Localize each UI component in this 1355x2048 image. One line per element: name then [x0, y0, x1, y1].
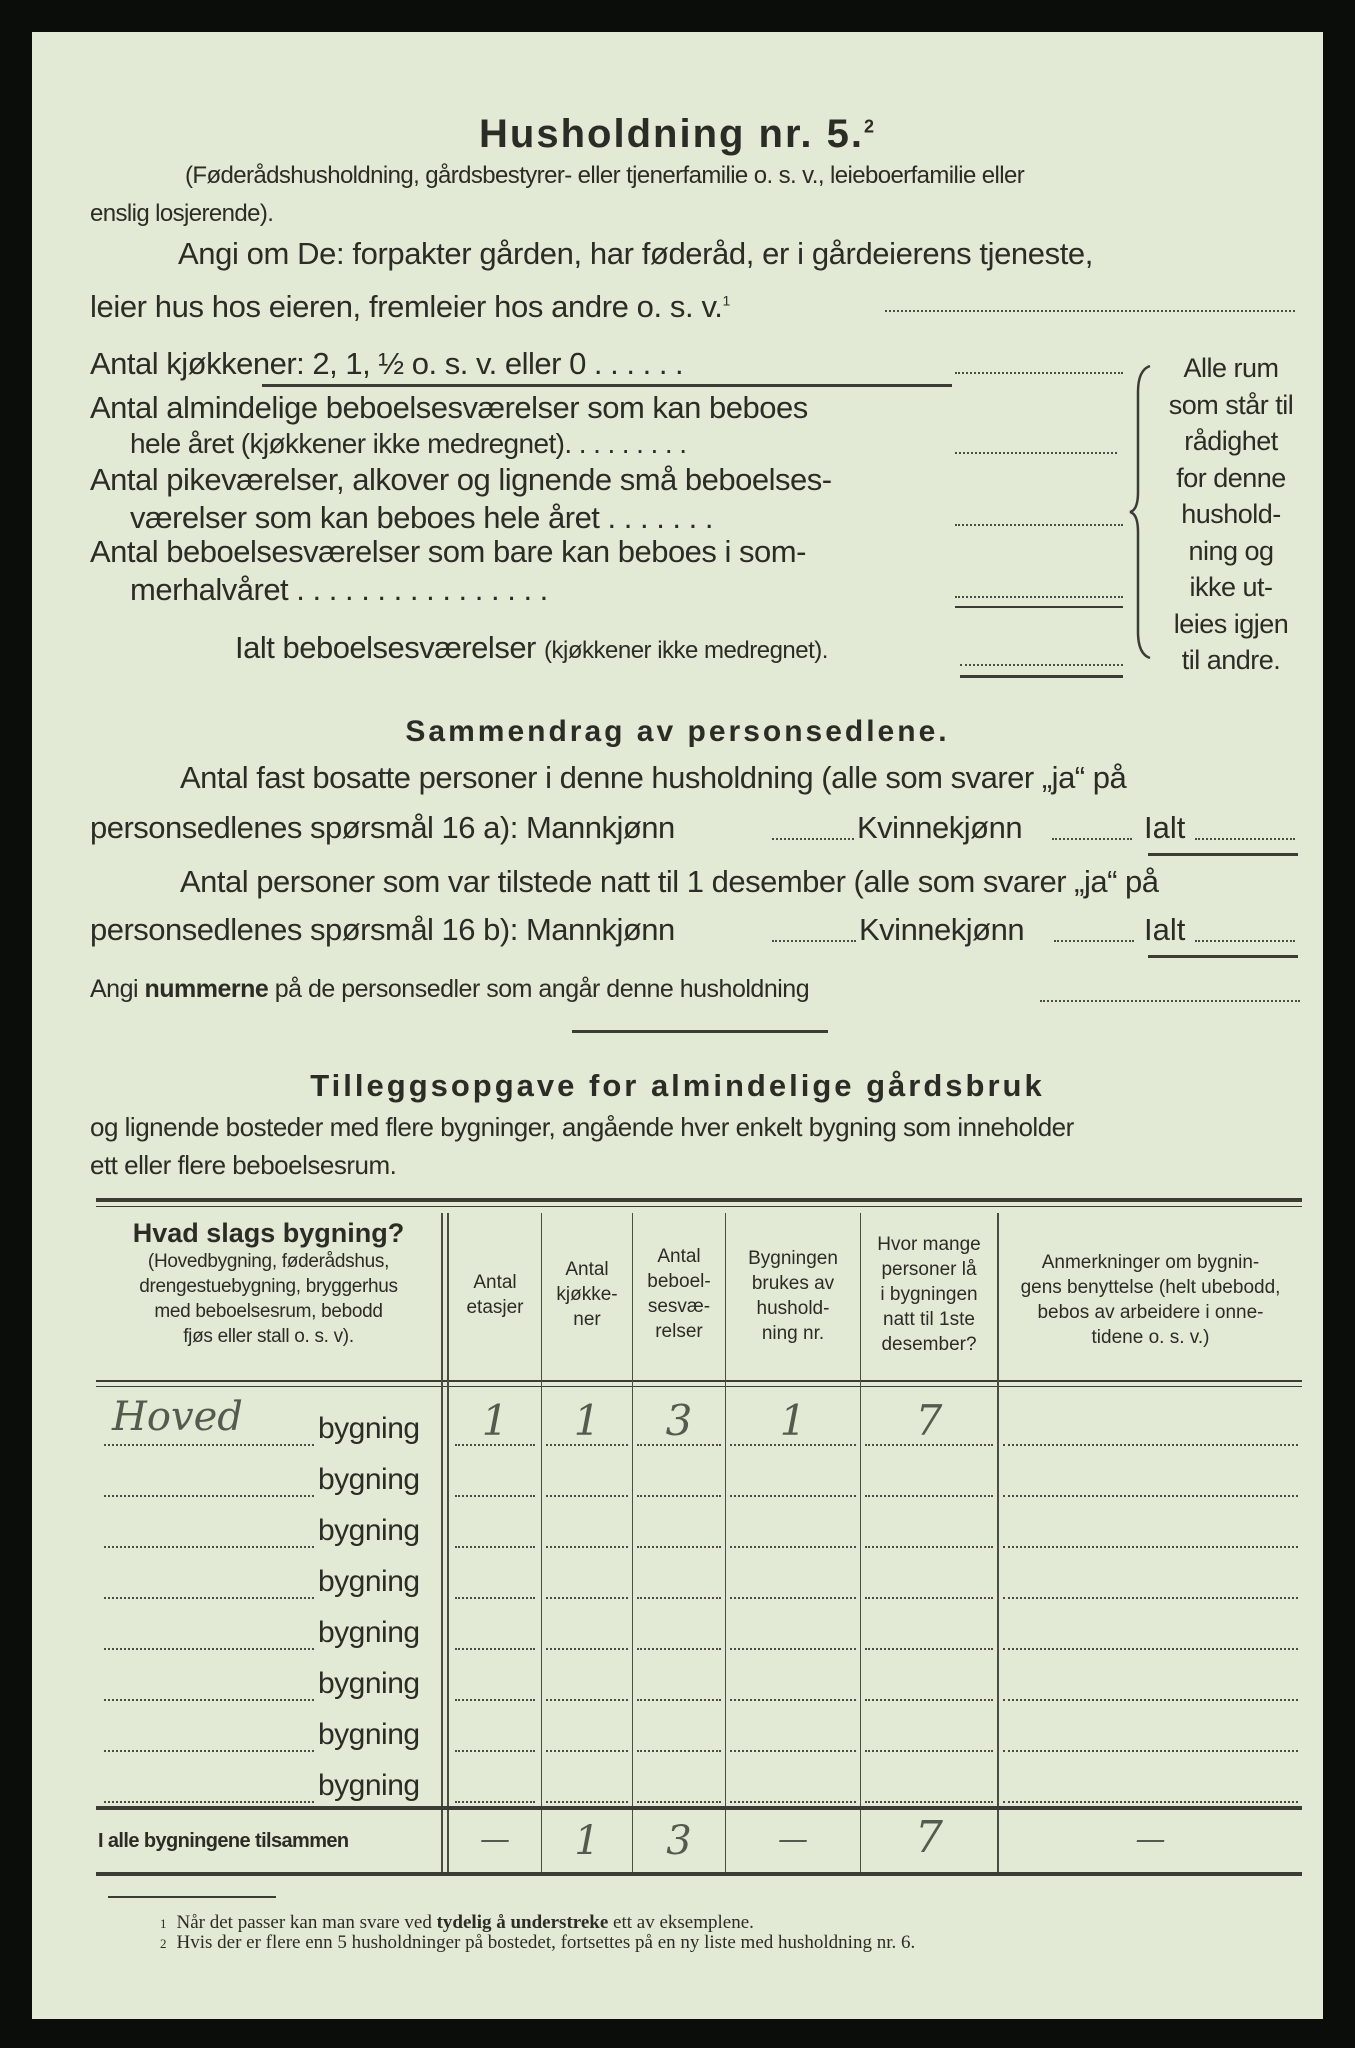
question-line-1: Angi om De: forpakter gården, har føderåd, er i gårdeierens tjeneste,: [178, 236, 1093, 271]
header-line: etasjer: [466, 1297, 524, 1318]
q1-female-field[interactable]: [1052, 838, 1132, 840]
row-suffix-label: bygning: [318, 1616, 420, 1649]
side-note-line: ning og: [1188, 535, 1274, 566]
building-type-line: [104, 1546, 314, 1548]
side-note-line: hushold-: [1181, 499, 1281, 529]
divider: [1148, 853, 1298, 856]
supplement-intro-line-1: og lignende bosteder med flere bygninger, angående hver enkelt bygning som inneholder: [90, 1112, 1074, 1142]
footnote-divider: [108, 1896, 276, 1898]
total-household-no[interactable]: —: [778, 1822, 808, 1857]
desc-line: drengestuebygning, bryggerhus: [139, 1276, 398, 1297]
row-suffix-label: bygning: [318, 1718, 420, 1751]
row-suffix-label: bygning: [318, 1463, 420, 1496]
rooms-kitchens-label: Antal kjøkkener: 2, 1, ½ o. s. v. eller 0 . . . . . .: [90, 346, 684, 381]
cell-line: [1003, 1444, 1298, 1446]
q2-male-label: personsedlenes spørsmål 16 b): Mannkjønn: [90, 912, 675, 947]
cell-line: [637, 1597, 721, 1599]
header-line: gens benyttelse (helt ubebodd,: [1020, 1277, 1281, 1298]
cell-line: [730, 1750, 856, 1752]
cell-line: [730, 1801, 856, 1803]
cell-line: [455, 1699, 535, 1701]
rooms-regular-label-1: Antal almindelige beboelsesværelser som kan beboes: [90, 390, 808, 425]
summary-q2-line-1: Antal personer som var tilstede natt til 1 desember (alle som svarer „ja“ på: [180, 864, 1159, 899]
header-line: relser: [655, 1321, 703, 1342]
cell-line: [546, 1699, 628, 1701]
side-note-line: til andre.: [1181, 645, 1281, 675]
side-note-line: leies igjen: [1173, 608, 1289, 639]
table-total-top: [96, 1806, 1302, 1810]
cell-line: [1003, 1699, 1298, 1701]
cell-line: [730, 1546, 856, 1548]
cell-line: [865, 1801, 993, 1803]
cell-line: [546, 1648, 628, 1650]
cell-line: [1003, 1801, 1298, 1803]
brace-icon: [1128, 362, 1158, 662]
column-header-remarks: [999, 1250, 1302, 1350]
header-line: i bygningen: [880, 1284, 978, 1305]
building-type-line: [104, 1750, 314, 1752]
q2-male-field[interactable]: [772, 940, 856, 942]
cell-personer[interactable]: 7: [915, 1396, 943, 1445]
divider: [960, 675, 1123, 678]
cell-line: [546, 1546, 628, 1548]
table-header-bottom: [96, 1380, 1302, 1382]
column-header-household-no: [726, 1246, 860, 1346]
side-note-line: rådighet: [1184, 426, 1278, 456]
cell-line: [865, 1546, 993, 1548]
column-header-kitchens: [542, 1257, 632, 1332]
rooms-total-label: [235, 630, 828, 666]
cell-line: [546, 1495, 628, 1497]
row-suffix-label: bygning: [318, 1514, 420, 1547]
cell-line: [865, 1750, 993, 1752]
footnote: [160, 1912, 754, 1934]
person-numbers-field[interactable]: [1040, 1000, 1300, 1002]
table-top-border: [96, 1206, 1302, 1207]
cell-line: [637, 1750, 721, 1752]
cell-line: [730, 1495, 856, 1497]
kitchens-field[interactable]: [955, 372, 1123, 374]
supplement-heading: Tilleggsopgave for almindelige gårdsbruk: [310, 1068, 1045, 1103]
header-line: Hvor mange: [877, 1234, 981, 1255]
census-form-page: [32, 32, 1323, 2019]
cell-line: [1003, 1597, 1298, 1599]
numbers-prefix: Angi: [90, 975, 145, 1003]
cell-vaerelser[interactable]: 3: [665, 1396, 693, 1445]
rooms-regular-label-2: hele året (kjøkkener ikke medregnet). . . . . . . . .: [130, 428, 687, 459]
row-suffix-label: bygning: [318, 1667, 420, 1700]
cell-line: [546, 1597, 628, 1599]
cell-line: [637, 1546, 721, 1548]
header-line: bebos av arbeidere i onne-: [1037, 1302, 1264, 1323]
building-type-line: [104, 1597, 314, 1599]
cell-line: [1003, 1750, 1298, 1752]
person-numbers-label: [90, 975, 809, 1004]
summary-q1-line-1: Antal fast bosatte personer i denne husholdning (alle som svarer „ja“ på: [180, 760, 1127, 795]
building-type-line: [104, 1495, 314, 1497]
cell-kjokkener[interactable]: 1: [573, 1396, 601, 1445]
question-line-2: [90, 289, 730, 325]
header-line: hushold-: [756, 1298, 830, 1319]
cell-line: [455, 1495, 535, 1497]
cell-line: [730, 1699, 856, 1701]
side-note-line: som står til: [1168, 389, 1294, 420]
rooms-summer-label-1: Antal beboelsesværelser som bare kan beboes i som-: [90, 534, 806, 569]
cell-line: [637, 1495, 721, 1497]
cell-etasjer[interactable]: 1: [481, 1396, 509, 1445]
total-persons[interactable]: 7: [915, 1812, 943, 1863]
total-remarks[interactable]: —: [1135, 1822, 1166, 1857]
building-type-desc: [96, 1249, 441, 1349]
table-top-border: [96, 1198, 1302, 1202]
footnote-text: Når det passer kan man svare ved: [176, 1912, 437, 1933]
header-line: beboel-: [647, 1271, 711, 1292]
column-header-building-type: [96, 1218, 441, 1349]
cell-line: [455, 1597, 535, 1599]
header-line: natt til 1ste: [883, 1309, 975, 1330]
cell-line: [455, 1648, 535, 1650]
cell-line: [546, 1801, 628, 1803]
building-type-line: [104, 1801, 314, 1803]
numbers-suffix: på de personsedler som angår denne husholdning: [268, 975, 810, 1003]
q2-female-field[interactable]: [1054, 940, 1134, 942]
header-line: ner: [573, 1309, 601, 1330]
total-row-label: I alle bygningene tilsammen: [98, 1830, 349, 1852]
building-type-line: [104, 1648, 314, 1650]
header-line: Bygningen: [748, 1248, 838, 1269]
footnote-bold: tydelig å understreke: [436, 1912, 609, 1933]
title-footnote-ref: 2: [863, 116, 876, 137]
rooms-total-field[interactable]: [960, 664, 1123, 666]
subtitle-line-1: (Føderådshusholdning, gårdsbestyrer- eller tjenerfamilie o. s. v., leieboerfamilie eller: [185, 162, 1025, 189]
row-suffix-label: bygning: [318, 1565, 420, 1598]
cell-line: [730, 1648, 856, 1650]
summary-heading: Sammendrag av personsedlene.: [405, 715, 950, 748]
cell-line: [730, 1597, 856, 1599]
q2-female-label: Kvinnekjønn: [859, 912, 1025, 947]
question-footnote-ref: 1: [722, 292, 730, 309]
header-line: brukes av: [751, 1273, 835, 1294]
cell-line: [865, 1699, 993, 1701]
rooms-small-label-2: værelser som kan beboes hele året . . . . . . .: [130, 500, 713, 535]
small-rooms-field[interactable]: [955, 524, 1123, 526]
divider: [1148, 955, 1298, 958]
cell-husholdning[interactable]: 1: [779, 1396, 807, 1445]
total-kitchens[interactable]: 1: [574, 1818, 600, 1864]
rooms-summer-label-2: merhalvåret . . . . . . . . . . . . . . . .: [130, 572, 548, 607]
cell-line: [1003, 1648, 1298, 1650]
header-line: personer lå: [881, 1259, 977, 1280]
numbers-bold: nummerne: [144, 975, 269, 1003]
tenure-answer-field[interactable]: [885, 310, 1295, 312]
building-type-title: Hvad slags bygning?: [132, 1218, 405, 1248]
desc-line: (Hovedbygning, føderådshus,: [147, 1251, 390, 1272]
q1-total-label: Ialt: [1144, 810, 1186, 845]
building-type-line: [104, 1444, 314, 1446]
q1-male-field[interactable]: [772, 838, 854, 840]
rooms-total-note: (kjøkkener ikke medregnet).: [544, 637, 828, 664]
footnote-text: Hvis der er flere enn 5 husholdninger på bostedet, fortsettes på en ny liste med husholdning nr. 6.: [176, 1932, 916, 1953]
question-line-2-text: leier hus hos eieren, fremleier hos andre o. s. v.: [90, 289, 723, 324]
column-header-floors: [449, 1270, 541, 1320]
row-suffix-label: bygning: [318, 1412, 420, 1445]
rooms-total-text: Ialt beboelsesværelser: [235, 630, 536, 665]
header-line: sesvæ-: [647, 1296, 711, 1317]
total-rooms[interactable]: 3: [666, 1818, 692, 1864]
table-header-bottom: [96, 1386, 1302, 1387]
section-divider: [572, 1030, 828, 1033]
side-note-line: ikke ut-: [1189, 572, 1273, 602]
cell-line: [1003, 1546, 1298, 1548]
side-note-line: for denne: [1176, 462, 1286, 493]
column-header-rooms: [633, 1244, 725, 1344]
footnote-text-post: ett av eksemplene.: [608, 1912, 754, 1933]
supplement-intro-line-2: ett eller flere beboelsesrum.: [90, 1150, 397, 1180]
header-line: Anmerkninger om bygnin-: [1041, 1252, 1260, 1273]
cell-line: [455, 1801, 535, 1803]
header-line: kjøkke-: [556, 1284, 618, 1305]
q1-female-label: Kvinnekjønn: [857, 810, 1023, 845]
rooms-small-label-1: Antal pikeværelser, alkover og lignende små beboelses-: [90, 462, 832, 497]
cell-line: [865, 1648, 993, 1650]
regular-rooms-field[interactable]: [955, 452, 1117, 454]
desc-line: fjøs eller stall o. s. v).: [183, 1326, 354, 1347]
total-floors[interactable]: —: [480, 1822, 510, 1857]
footnote: [160, 1932, 915, 1954]
cell-line: [637, 1648, 721, 1650]
header-line: Antal: [473, 1272, 517, 1293]
header-line: tidene o. s. v.): [1091, 1327, 1210, 1348]
title-text: Husholdning nr. 5.: [479, 112, 864, 156]
table-bottom-border: [96, 1872, 1302, 1876]
q1-total-field[interactable]: [1195, 838, 1295, 840]
summary-q1-line-2: [90, 810, 675, 846]
header-line: ning nr.: [761, 1323, 825, 1344]
footnote-number: 1: [160, 1916, 167, 1931]
cell-line: [455, 1750, 535, 1752]
building-type-value[interactable]: Hoved: [112, 1394, 243, 1440]
header-line: desember?: [881, 1334, 977, 1355]
q1-male-label: personsedlenes spørsmål 16 a): Mannkjønn: [90, 810, 675, 845]
cell-line: [865, 1597, 993, 1599]
header-line: Antal: [657, 1246, 701, 1267]
side-note-line: Alle rum: [1183, 353, 1279, 383]
column-divider: [441, 1213, 443, 1873]
cell-line: [546, 1750, 628, 1752]
summer-rooms-field[interactable]: [955, 596, 1123, 598]
q2-total-field[interactable]: [1195, 940, 1295, 942]
header-line: Antal: [565, 1259, 609, 1280]
row-suffix-label: bygning: [318, 1769, 420, 1802]
cell-line: [865, 1495, 993, 1497]
cell-line: [455, 1546, 535, 1548]
q2-total-label: Ialt: [1144, 912, 1186, 947]
cell-line: [637, 1801, 721, 1803]
desc-line: med beboelsesrum, bebodd: [154, 1301, 383, 1322]
cell-line: [637, 1699, 721, 1701]
page-title: [0, 112, 1355, 157]
building-type-line: [104, 1699, 314, 1701]
side-note: [1160, 350, 1302, 679]
cell-line: [1003, 1495, 1298, 1497]
summary-q2-line-2: [90, 912, 675, 948]
subtitle-line-2: enslig losjerende).: [90, 200, 274, 227]
divider: [955, 606, 1123, 608]
divider: [262, 384, 952, 387]
footnote-number: 2: [160, 1936, 167, 1951]
column-header-persons: [861, 1232, 997, 1357]
